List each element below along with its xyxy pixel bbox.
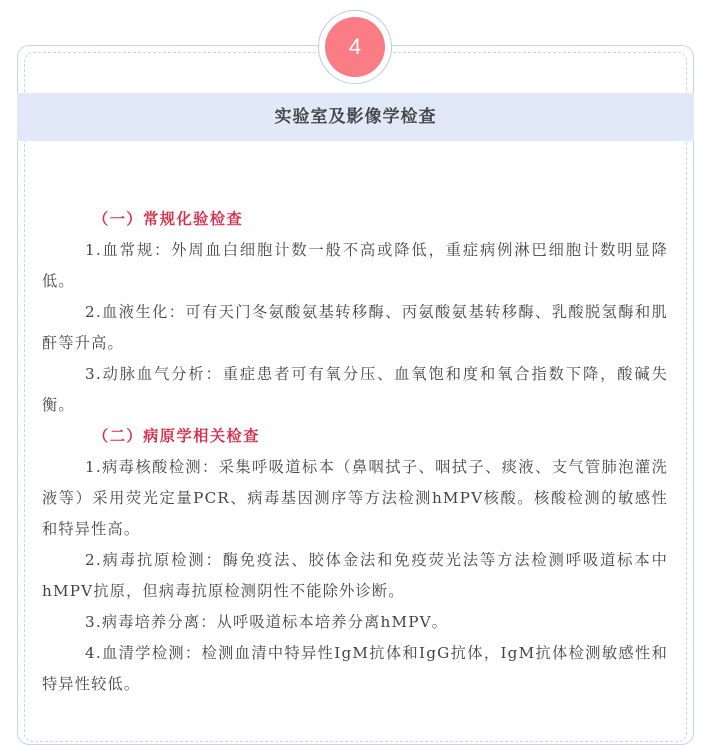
paragraph-culture: 3.病毒培养分离：从呼吸道标本培养分离hMPV。 (85, 613, 449, 631)
section-number-badge: 4 (325, 17, 385, 77)
page-title: 实验室及影像学检查 (274, 107, 437, 127)
paragraph-blood-gas: 3.动脉血气分析：重症患者可有氧分压、血氧饱和度和氧合指数下降，酸碱失衡。 (42, 365, 668, 414)
section-heading-etiology: （二）病原学相关检查 (93, 427, 260, 445)
article-content (42, 204, 668, 700)
paragraph-blood-routine: 1.血常规：外周血白细胞计数一般不高或降低，重症病例淋巴细胞计数明显降低。 (42, 241, 668, 290)
paragraph-nucleic-acid: 1.病毒核酸检测：采集呼吸道标本（鼻咽拭子、咽拭子、痰液、支气管肺泡灌洗液等）采用荧光定量PCR、病毒基因测序等方法检测hMPV核酸。核酸检测的敏感性和特异性高。 (42, 458, 668, 538)
paragraph-antigen: 2.病毒抗原检测：酶免疫法、胶体金法和免疫荧光法等方法检测呼吸道标本中hMPV抗原，但病毒抗原检测阴性不能除外诊断。 (42, 551, 668, 600)
paragraph-serology: 4.血清学检测：检测血清中特异性IgM抗体和IgG抗体，IgM抗体检测敏感性和特异性较低。 (42, 644, 668, 693)
section-heading-routine: （一）常规化验检查 (93, 210, 244, 228)
paragraph-blood-biochemistry: 2.血液生化：可有天门冬氨酸氨基转移酶、丙氨酸氨基转移酶、乳酸脱氢酶和肌酐等升高。 (42, 303, 668, 352)
